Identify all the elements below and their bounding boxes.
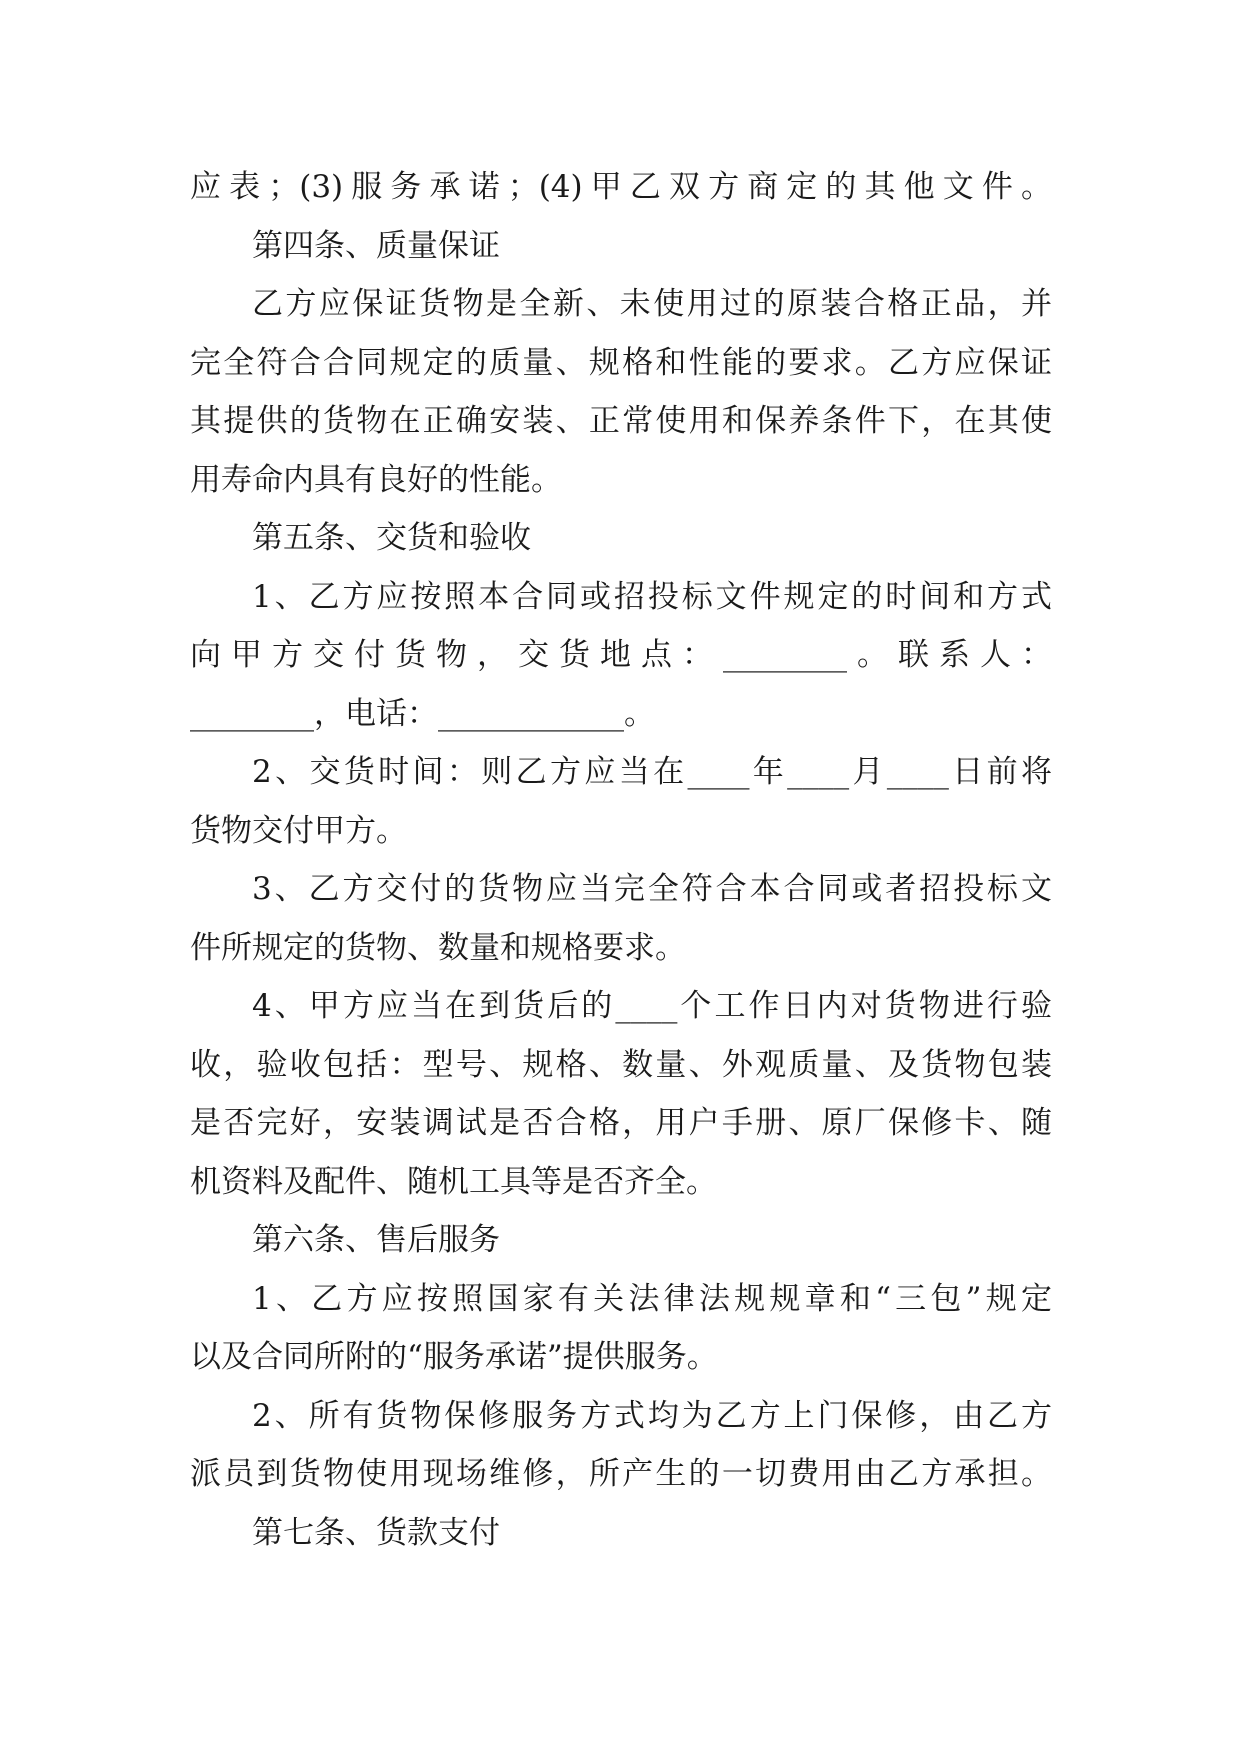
text-line: 2、所有货物保修服务方式均为乙方上门保修，由乙方 (252, 1397, 1052, 1434)
section-heading-6: 第六条、售后服务 (252, 1222, 500, 1258)
text-line: 完全符合合同规定的质量、规格和性能的要求。乙方应保证 (190, 344, 1052, 381)
text-line: 1、乙方应按照本合同或招投标文件规定的时间和方式 (252, 578, 1052, 615)
text-line: 机资料及配件、随机工具等是否齐全。 (190, 1163, 717, 1200)
text-line: 乙方应保证货物是全新、未使用过的原装合格正品，并 (252, 286, 1052, 322)
text-line: 其提供的货物在正确安装、正常使用和保养条件下，在其使 (190, 403, 1052, 439)
text-line: 以及合同所附的“服务承诺”提供服务。 (190, 1339, 718, 1375)
text-line: 收，验收包括：型号、规格、数量、外观质量、及货物包装 (190, 1046, 1052, 1083)
section-heading-4: 第四条、质量保证 (252, 227, 500, 264)
text-line: 4、甲方应当在到货后的____个工作日内对货物进行验 (252, 988, 1052, 1024)
text-line: 是否完好，安装调试是否合格，用户手册、原厂保修卡、随 (190, 1105, 1052, 1141)
text-line: 派员到货物使用现场维修，所产生的一切费用由乙方承担。 (190, 1456, 1052, 1492)
contract-body (190, 158, 1052, 1562)
text-line: 2、交货时间：则乙方应当在____年____月____日前将 (252, 754, 1052, 790)
text-line: 3、乙方交付的货物应当完全符合本合同或者招投标文 (252, 871, 1052, 907)
text-line: 1、乙方应按照国家有关法律法规规章和“三包”规定 (252, 1280, 1052, 1317)
text-line: 用寿命内具有良好的性能。 (190, 461, 562, 498)
text-line: 应表；(3)服务承诺；(4)甲乙双方商定的其他文件。 (190, 169, 1052, 205)
section-heading-7: 第七条、货款支付 (252, 1514, 500, 1551)
text-line: 向甲方交付货物，交货地点：________。联系人： (190, 637, 1052, 673)
section-heading-5: 第五条、交货和验收 (252, 520, 531, 556)
text-line: 货物交付甲方。 (190, 812, 407, 849)
text-line: 件所规定的货物、数量和规格要求。 (190, 929, 686, 966)
text-line: ________，电话：____________。 (190, 695, 655, 732)
